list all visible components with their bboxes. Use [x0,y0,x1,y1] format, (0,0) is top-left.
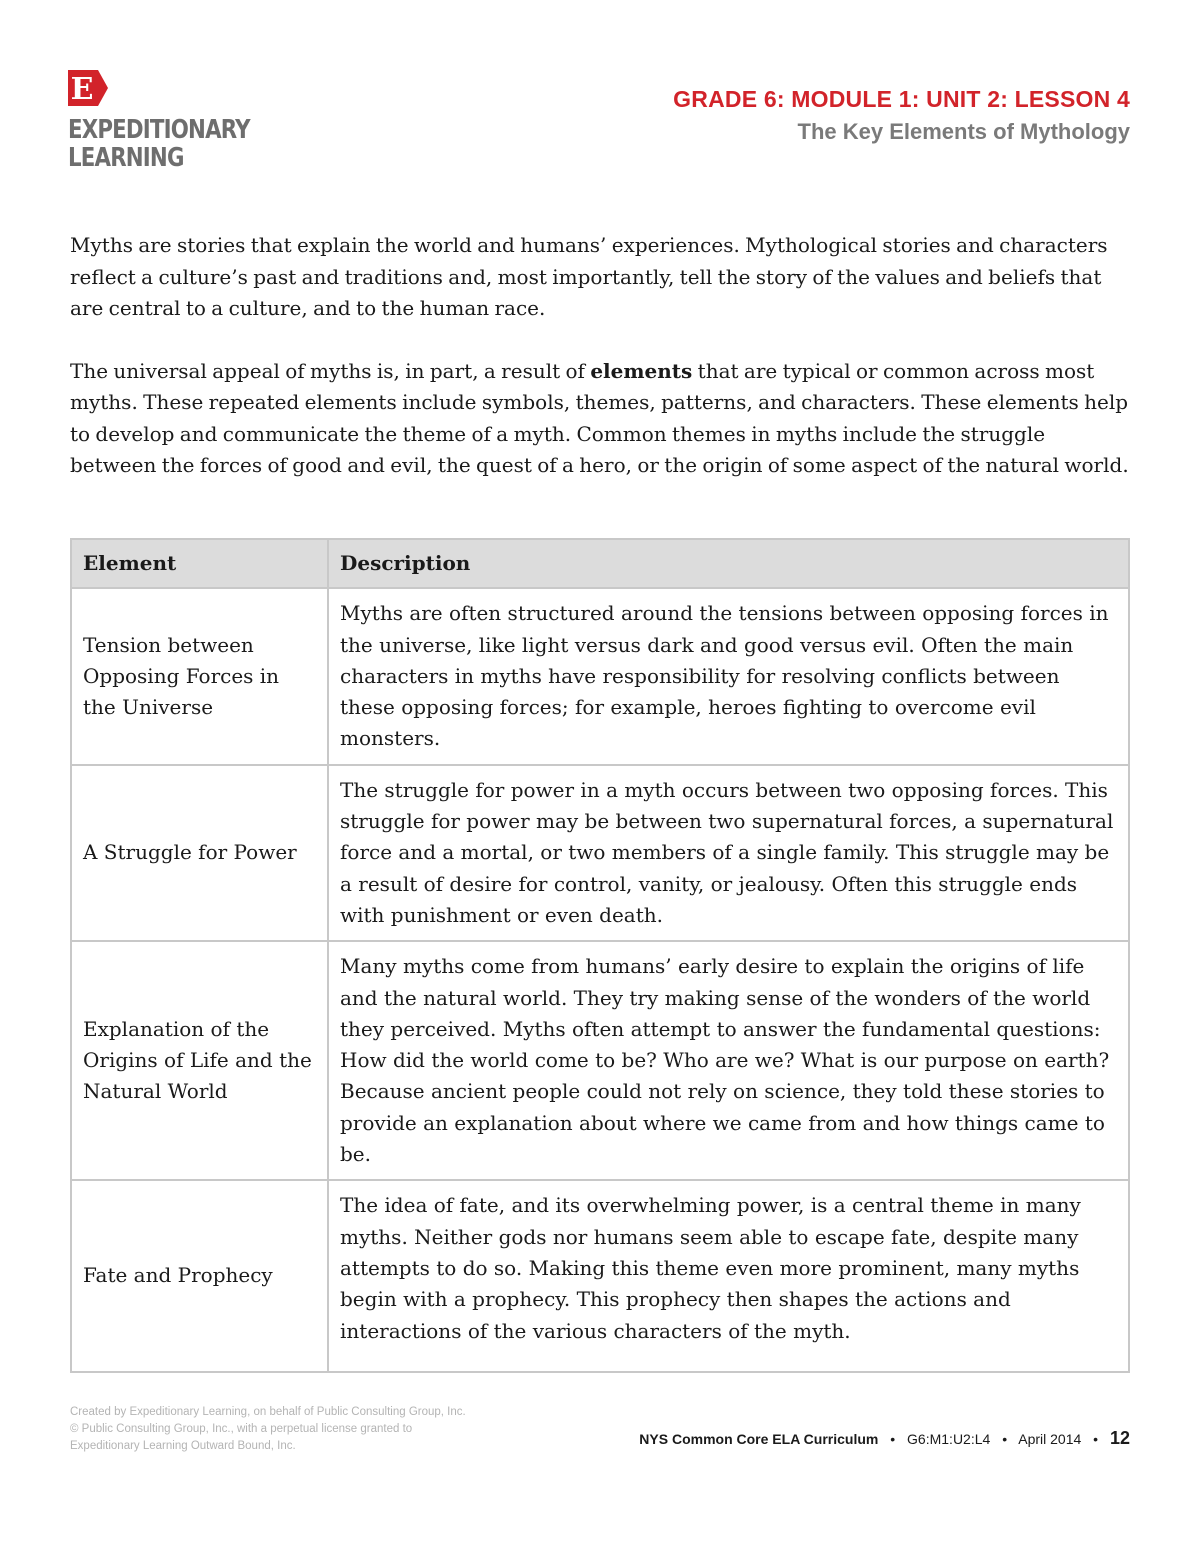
logo [68,70,268,172]
footer-info [639,1428,1130,1449]
intro-paragraph-1: Myths are stories that explain the world and humans’ experiences. Mythological stories and characters reflect a culture’s past and traditions and, most importantly, tell the story of the values and beliefs that are central to a culture, and to the human race. [70,233,1108,320]
description-cell: The idea of fate, and its overwhelming power, is a central theme in many myths. Neither gods nor humans seem able to escape fate, despite many attempts to do so. Making this theme even more prominent, many myths begin with a prophecy. This prophecy then shapes the actions and interactions of the various characters of the myth. [328,1180,1129,1371]
table-row [71,1180,1129,1371]
description-cell: Myths are often structured around the tensions between opposing forces in the universe, like light versus dark and good versus evil. Often the main characters in myths have responsibility for resolving conflicts between these opposing forces; for example, heroes fighting to overcome evil monsters. [328,588,1129,764]
page-number: 12 [1109,1428,1130,1448]
element-cell: Tension between Opposing Forces in the Universe [71,588,328,764]
logo-letter: E [70,72,94,106]
lesson-title: GRADE 6: MODULE 1: UNIT 2: LESSON 4 [673,86,1130,112]
lesson-subtitle: The Key Elements of Mythology [797,119,1130,144]
footer-bullet-1: • [890,1431,896,1447]
page-header [673,86,1130,145]
element-cell: A Struggle for Power [71,765,328,941]
footer-curriculum: NYS Common Core ELA Curriculum [639,1431,879,1447]
footer-bullet-2: • [1002,1431,1008,1447]
credit-line-1: Created by Expeditionary Learning, on behalf of Public Consulting Group, Inc. [70,1406,466,1418]
table-row [71,941,1129,1180]
intro-p2-bold: elements [590,358,693,383]
header-element: Element [71,539,328,588]
logo-line-1: EXPEDITIONARY [68,115,250,145]
description-cell: Many myths come from humans’ early desire to explain the origins of life and the natural world. They try making sense of the wonders of the world they perceived. Myths often attempt to answer the fundamental questions: How did the world come to be? Who are we? What is our purpose on earth? Because ancient people could not rely on science, they told these stories to provide an explanation about where we came from and how things came to be. [328,941,1129,1180]
element-cell: Fate and Prophecy [71,1180,328,1371]
intro-text [70,230,1135,513]
credit-line-2: © Public Consulting Group, Inc., with a perpetual license granted to [70,1423,413,1435]
credit-line-3: Expeditionary Learning Outward Bound, Inc. [70,1440,296,1452]
description-cell: The struggle for power in a myth occurs between two opposing forces. This struggle for power may be between two supernatural forces, a supernatural force and a mortal, or two members of a single family. This struggle may be a result of desire for control, vanity, or jealousy. Often this struggle ends with punishment or even death. [328,765,1129,941]
table-row [71,765,1129,941]
element-cell: Explanation of the Origins of Life and the Natural World [71,941,328,1180]
logo-e-mark [68,70,108,106]
intro-paragraph-2 [70,356,1135,482]
intro-p2-before: The universal appeal of myths is, in part, a result of [70,358,591,383]
header-description: Description [328,539,1129,588]
table-row [71,588,1129,764]
elements-table [70,538,1130,1373]
logo-line-2: LEARNING [68,143,184,173]
footer-date: April 2014 [1018,1431,1082,1447]
intro-p2-after: that are typical or common across most myths. These repeated elements include symbols, themes, patterns, and characters. These elements help to develop and communicate the theme of a myth. Common themes in myths include the struggle between the forces of good and evil, the quest of a hero, or the origin of some aspect of the natural world. [70,358,1129,477]
footer-code: G6:M1:U2:L4 [907,1431,991,1447]
table-header-row [71,539,1129,588]
footer-bullet-3: • [1093,1431,1099,1447]
footer-credits [70,1404,466,1455]
logo-wordmark [68,115,250,173]
